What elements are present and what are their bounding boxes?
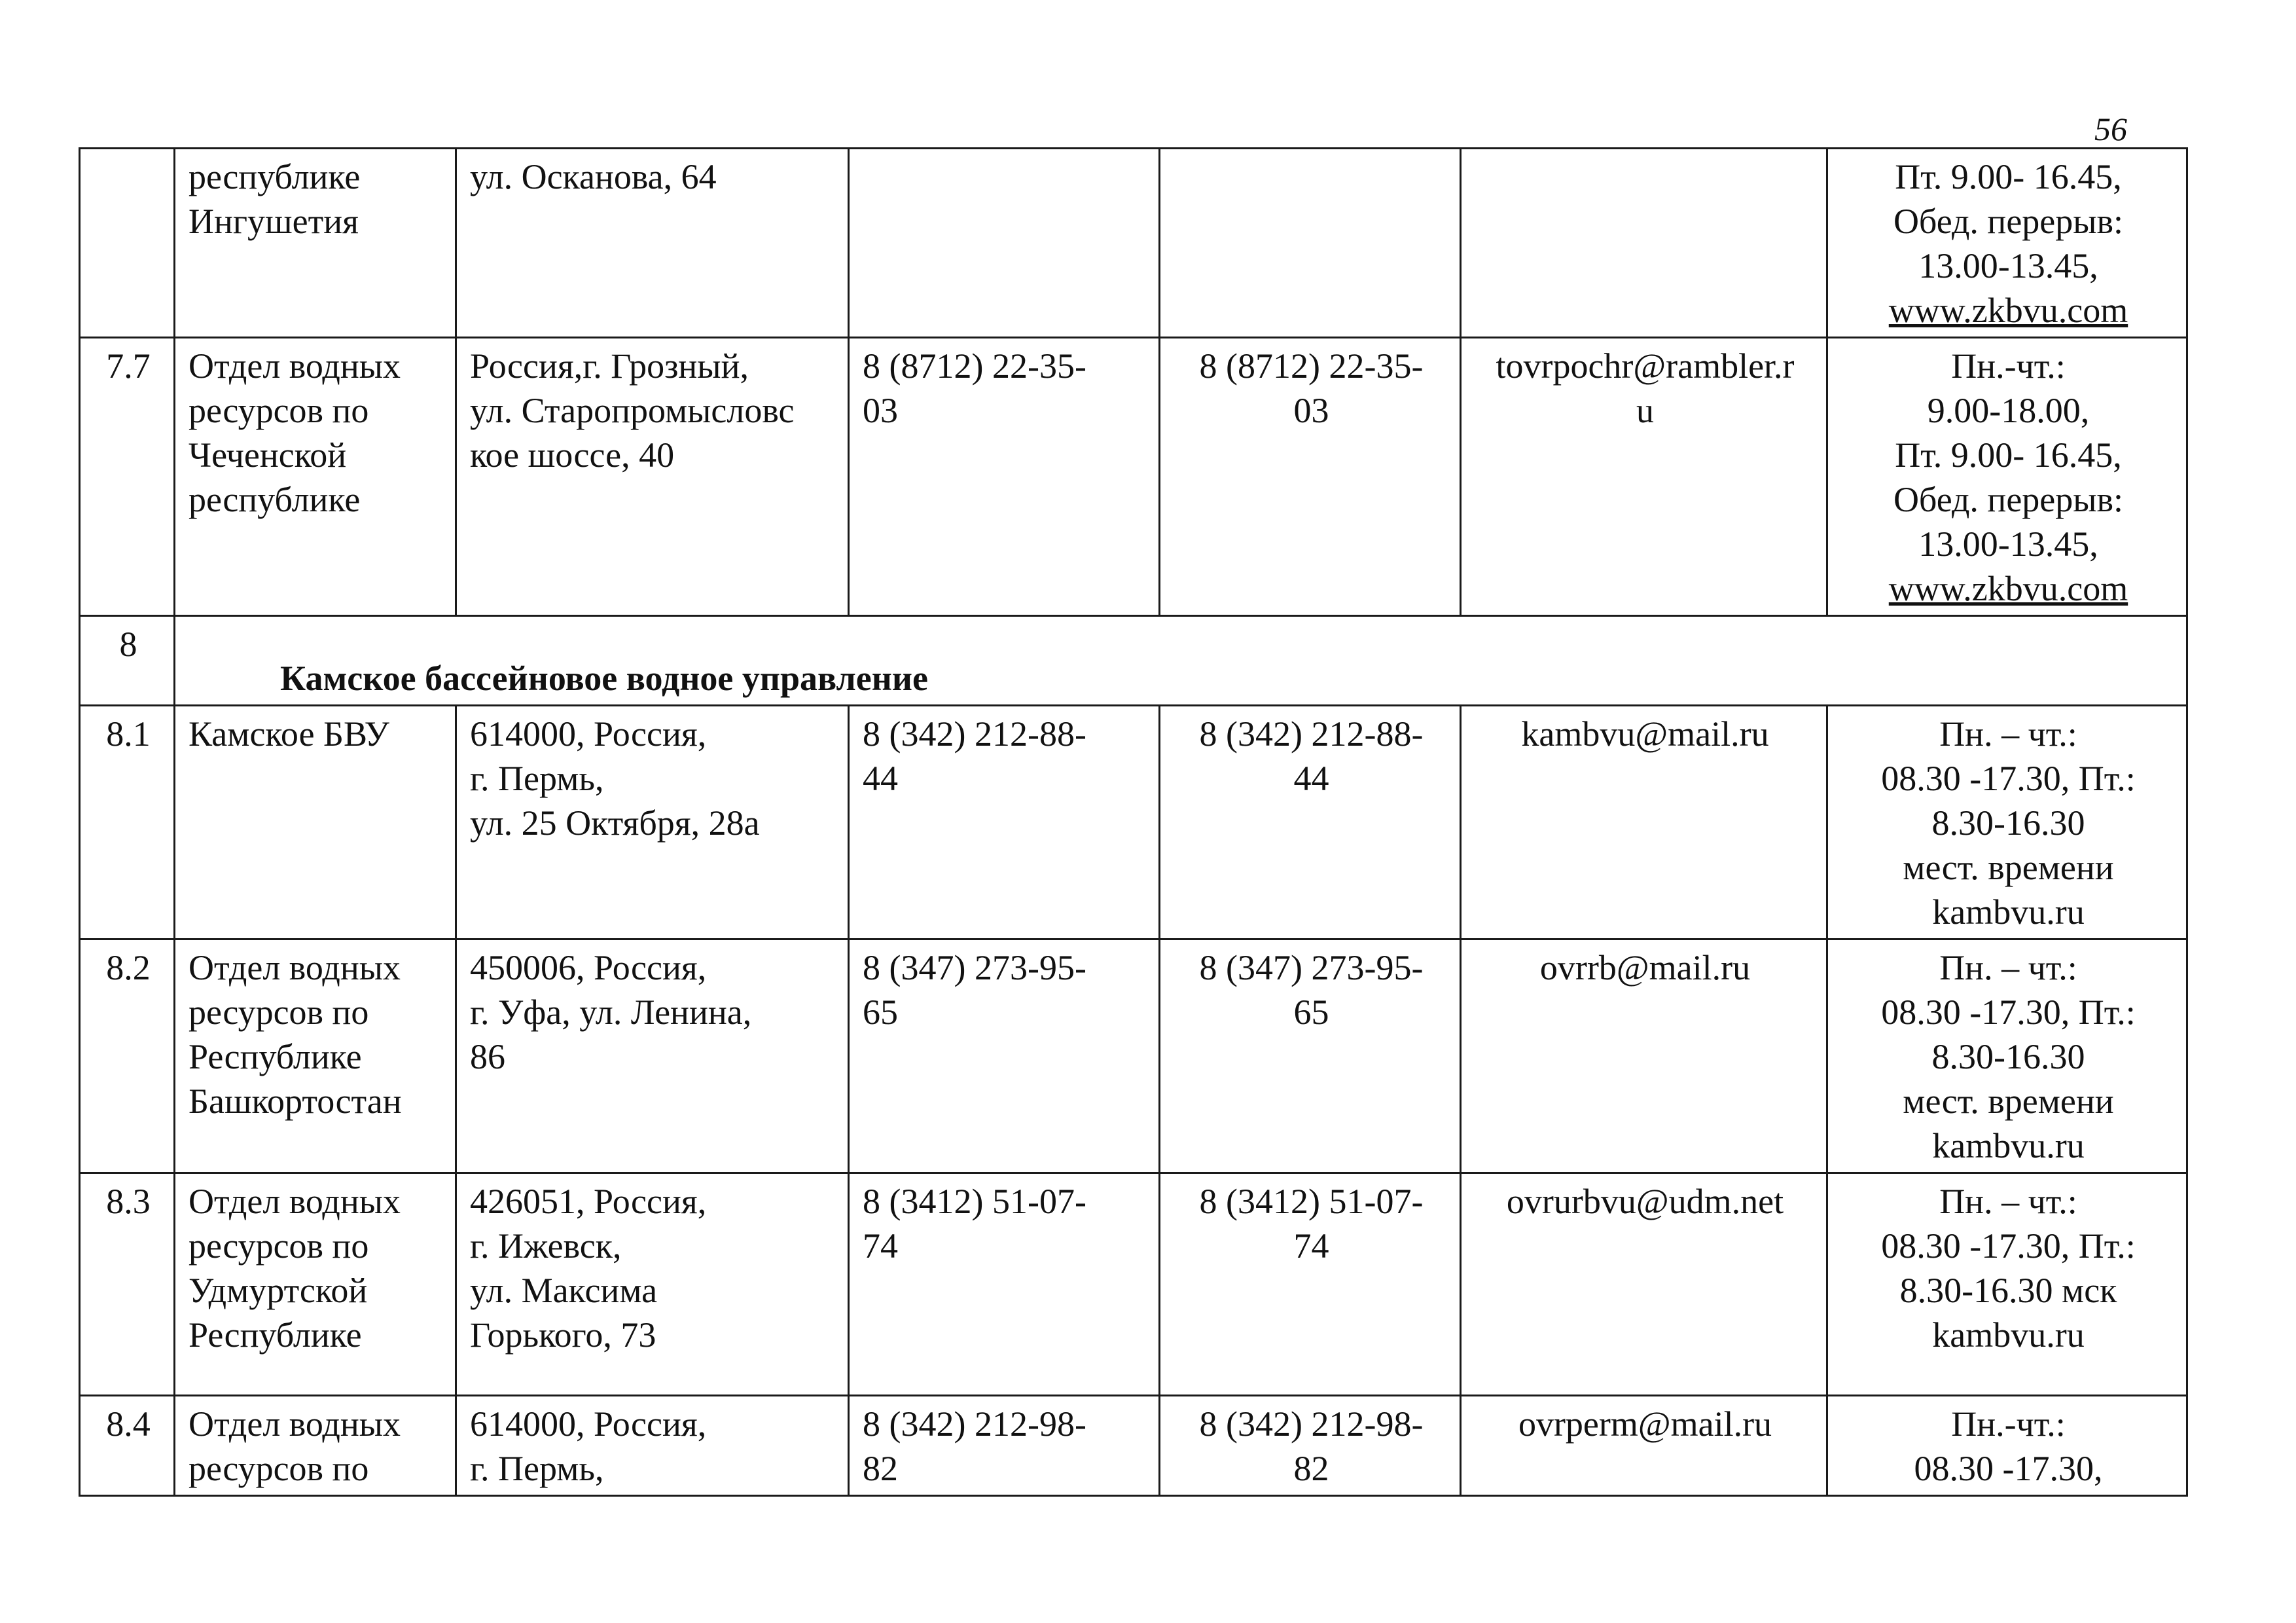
address-line: г. Ижевск, <box>470 1226 622 1266</box>
phone <box>849 338 1160 616</box>
fax <box>1160 338 1461 616</box>
address <box>456 939 849 1173</box>
working-hours-line: Пт. 9.00- 16.45, <box>1895 435 2122 475</box>
org-name <box>175 149 456 338</box>
address <box>456 338 849 616</box>
address-line: 86 <box>470 1037 505 1076</box>
phone <box>849 149 1160 338</box>
working-hours <box>1827 149 2187 338</box>
phone-line: 74 <box>863 1226 898 1266</box>
address-line: 614000, Россия, <box>470 714 707 754</box>
org-name-line: Чеченской <box>188 435 347 475</box>
working-hours-line: kambvu.ru <box>1932 1126 2085 1165</box>
fax <box>1160 939 1461 1173</box>
row-number: 8.2 <box>80 939 175 1173</box>
row-number: 8.4 <box>80 1396 175 1496</box>
phone-line: 65 <box>863 993 898 1032</box>
section-title: Камское бассейновое водное управление <box>175 616 2187 706</box>
address-line: г. Пермь, <box>470 759 604 798</box>
address <box>456 1396 849 1496</box>
org-name-line: республике <box>188 480 361 519</box>
email <box>1461 149 1827 338</box>
website-link[interactable]: www.zkbvu.com <box>1888 291 2128 330</box>
working-hours-line: 08.30 -17.30, Пт.: <box>1881 993 2136 1032</box>
address-line: г. Пермь, <box>470 1449 604 1488</box>
working-hours <box>1827 706 2187 939</box>
working-hours <box>1827 1396 2187 1496</box>
table-row <box>80 706 2187 939</box>
working-hours-line: Пн. – чт.: <box>1939 1182 2077 1221</box>
working-hours <box>1827 1173 2187 1396</box>
org-name-line: Республике <box>188 1037 362 1076</box>
org-name-line: республике <box>188 157 361 196</box>
working-hours-line: Пт. 9.00- 16.45, <box>1895 157 2122 196</box>
phone-line: 03 <box>863 391 898 430</box>
address-line: 614000, Россия, <box>470 1404 707 1444</box>
working-hours-line: 13.00-13.45, <box>1918 524 2098 564</box>
working-hours-line: 8.30-16.30 мск <box>1899 1271 2117 1310</box>
working-hours <box>1827 338 2187 616</box>
fax <box>1160 149 1461 338</box>
email <box>1461 939 1827 1173</box>
fax-line: 8 (3412) 51-07- <box>1199 1182 1424 1221</box>
working-hours-line: kambvu.ru <box>1932 892 2085 932</box>
address-line: кое шоссе, 40 <box>470 435 675 475</box>
phone <box>849 706 1160 939</box>
table-row <box>80 338 2187 616</box>
org-name-line: ресурсов по <box>188 993 369 1032</box>
table-row <box>80 1173 2187 1396</box>
page-number: 56 <box>2094 111 2127 147</box>
org-name-line: Ингушетия <box>188 202 359 241</box>
address-line: г. Уфа, ул. Ленина, <box>470 993 752 1032</box>
phone-line: 8 (342) 212-98- <box>863 1404 1086 1444</box>
org-name <box>175 1173 456 1396</box>
working-hours-line: kambvu.ru <box>1932 1315 2085 1355</box>
working-hours-line: Пн. – чт.: <box>1939 948 2077 987</box>
row-number: 8.3 <box>80 1173 175 1396</box>
working-hours-line: 8.30-16.30 <box>1931 1037 2085 1076</box>
email-line: ovrrb@mail.ru <box>1539 948 1751 987</box>
phone-line: 8 (342) 212-88- <box>863 714 1086 754</box>
fax-line: 74 <box>1293 1226 1329 1266</box>
email <box>1461 1396 1827 1496</box>
working-hours-line: 9.00-18.00, <box>1927 391 2090 430</box>
email-line: ovrperm@mail.ru <box>1518 1404 1772 1444</box>
working-hours-line: Обед. перерыв: <box>1893 202 2124 241</box>
address-line: ул. Максима <box>470 1271 658 1310</box>
fax-line: 8 (342) 212-88- <box>1199 714 1424 754</box>
org-name-line: Отдел водных <box>188 948 401 987</box>
water-resources-table <box>79 147 2188 1497</box>
fax <box>1160 1396 1461 1496</box>
phone-line: 44 <box>863 759 898 798</box>
org-name-line: Отдел водных <box>188 1182 401 1221</box>
address-line: Горького, 73 <box>470 1315 656 1355</box>
phone-line: 8 (8712) 22-35- <box>863 346 1086 386</box>
phone <box>849 1173 1160 1396</box>
org-name-line: Республике <box>188 1315 362 1355</box>
address-line: ул. Осканова, 64 <box>470 157 717 196</box>
website-link[interactable]: www.zkbvu.com <box>1888 569 2128 608</box>
working-hours-line: 8.30-16.30 <box>1931 803 2085 843</box>
address <box>456 149 849 338</box>
working-hours-line: мест. времени <box>1903 848 2114 887</box>
fax-line: 8 (8712) 22-35- <box>1199 346 1424 386</box>
org-name <box>175 939 456 1173</box>
working-hours-line: Обед. перерыв: <box>1893 480 2124 519</box>
address-line: Россия,г. Грозный, <box>470 346 749 386</box>
address-line: ул. Старопромысловс <box>470 391 795 430</box>
org-name-line: Камское БВУ <box>188 714 389 754</box>
working-hours-line: Пн.-чт.: <box>1951 1404 2066 1444</box>
email-line: ovrurbvu@udm.net <box>1506 1182 1784 1221</box>
org-name-line: ресурсов по <box>188 1449 369 1488</box>
fax-line: 8 (342) 212-98- <box>1199 1404 1424 1444</box>
working-hours-line: мест. времени <box>1903 1082 2114 1121</box>
address <box>456 1173 849 1396</box>
table-row <box>80 939 2187 1173</box>
phone-line: 82 <box>863 1449 898 1488</box>
email-line: kambvu@mail.ru <box>1521 714 1769 754</box>
working-hours-line: Пн.-чт.: <box>1951 346 2066 386</box>
address-line: 450006, Россия, <box>470 948 707 987</box>
email <box>1461 1173 1827 1396</box>
org-name-line: ресурсов по <box>188 391 369 430</box>
fax-line: 65 <box>1293 993 1329 1032</box>
working-hours-line: 08.30 -17.30, Пт.: <box>1881 759 2136 798</box>
section-number: 8 <box>80 616 175 706</box>
phone <box>849 939 1160 1173</box>
phone-line: 8 (347) 273-95- <box>863 948 1086 987</box>
row-number <box>80 149 175 338</box>
address-line: 426051, Россия, <box>470 1182 707 1221</box>
address-line: ул. 25 Октября, 28а <box>470 803 760 843</box>
row-number: 7.7 <box>80 338 175 616</box>
org-name-line: ресурсов по <box>188 1226 369 1266</box>
org-name-line: Отдел водных <box>188 346 401 386</box>
email-line: u <box>1636 391 1654 430</box>
org-name <box>175 338 456 616</box>
working-hours-line: 13.00-13.45, <box>1918 246 2098 285</box>
email <box>1461 338 1827 616</box>
email <box>1461 706 1827 939</box>
email-line: tovrpochr@rambler.r <box>1496 346 1795 386</box>
working-hours-line: 08.30 -17.30, Пт.: <box>1881 1226 2136 1266</box>
working-hours-line: Пн. – чт.: <box>1939 714 2077 754</box>
org-name <box>175 1396 456 1496</box>
fax-line: 82 <box>1293 1449 1329 1488</box>
org-name <box>175 706 456 939</box>
fax <box>1160 1173 1461 1396</box>
fax-line: 8 (347) 273-95- <box>1199 948 1424 987</box>
address <box>456 706 849 939</box>
row-number: 8.1 <box>80 706 175 939</box>
table-row <box>80 149 2187 338</box>
org-name-line: Удмуртской <box>188 1271 368 1310</box>
fax-line: 44 <box>1293 759 1329 798</box>
fax-line: 03 <box>1293 391 1329 430</box>
phone <box>849 1396 1160 1496</box>
table-row <box>80 1396 2187 1496</box>
section-row <box>80 616 2187 706</box>
fax <box>1160 706 1461 939</box>
org-name-line: Башкортостан <box>188 1082 402 1121</box>
working-hours <box>1827 939 2187 1173</box>
working-hours-line: 08.30 -17.30, <box>1914 1449 2103 1488</box>
org-name-line: Отдел водных <box>188 1404 401 1444</box>
phone-line: 8 (3412) 51-07- <box>863 1182 1086 1221</box>
